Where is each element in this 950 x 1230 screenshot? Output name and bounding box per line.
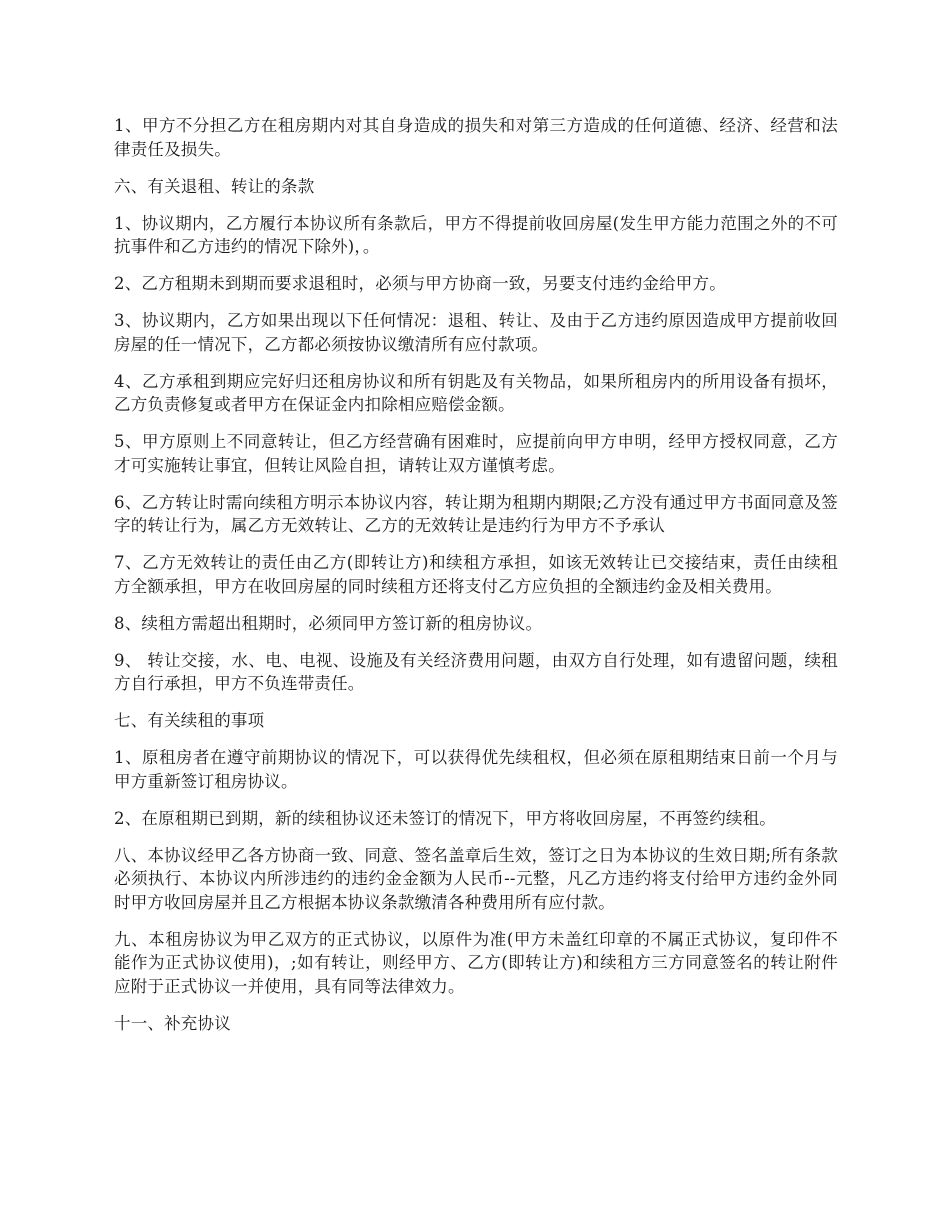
clause-6-4: 4、乙方承租到期应完好归还租房协议和所有钥匙及有关物品，如果所租房内的所用设备有损坏，乙方负责修复或者甲方在保证金内扣除相应赔偿金额。 xyxy=(114,371,838,414)
clause-6-3: 3、协议期内，乙方如果出现以下任何情况：退租、转让、及由于乙方违约原因造成甲方提前收回房屋的任一情况下，乙方都必须按协议缴清所有应付款项。 xyxy=(114,311,838,354)
section-9: 九、本租房协议为甲乙双方的正式协议，以原件为准(甲方未盖红印章的不属正式协议，复印件不能作为正式协议使用)，;如有转让，则经甲方、乙方(即转让方)和续租方三方同意签名的转让附件应附于正式协议一并使用，具有同等法律效力。 xyxy=(114,929,838,996)
document-body xyxy=(114,114,838,1049)
section-heading-7: 七、有关续租的事项 xyxy=(114,711,265,730)
section-heading-6: 六、有关退租、转让的条款 xyxy=(114,176,315,196)
clause-6-6: 6、乙方转让时需向续租方明示本协议内容，转让期为租期内期限;乙方没有通过甲方书面同意及签字的转让行为，属乙方无效转让、乙方的无效转让是违约行为甲方不予承认 xyxy=(114,492,838,535)
clause-6-7: 7、乙方无效转让的责任由乙方(即转让方)和续租方承担，如该无效转让已交接结束，责任由续租方全额承担，甲方在收回房屋的同时续租方还将支付乙方应负担的全额违约金及相关费用。 xyxy=(114,553,838,596)
section-heading-11: 十一、补充协议 xyxy=(114,1013,231,1033)
clause-6-5: 5、甲方原则上不同意转让，但乙方经营确有困难时，应提前向甲方申明，经甲方授权同意，乙方才可实施转让事宜，但转让风险自担，请转让双方谨慎考虑。 xyxy=(114,432,838,475)
clause-7-2: 2、在原租期已到期，新的续租协议还未签订的情况下，甲方将收回房屋，不再签约续租。 xyxy=(114,808,776,828)
clause-6-2: 2、乙方租期未到期而要求退租时，必须与甲方协商一致，另要支付违约金给甲方。 xyxy=(114,274,726,293)
clause-6-9: 9、 转让交接，水、电、电视、设施及有关经济费用问题，由双方自行处理，如有遗留问题，续租方自行承担，甲方不负连带责任。 xyxy=(114,650,838,693)
clause-7-1: 1、原租房者在遵守前期协议的情况下，可以获得优先续租权，但必须在原租期结束日前一个月与甲方重新签订租房协议。 xyxy=(114,748,838,791)
section-8: 八、本协议经甲乙各方协商一致、同意、签名盖章后生效，签订之日为本协议的生效日期;所有条款必须执行、本协议内所涉违约的违约金金额为人民币--元整，凡乙方违约将支付给甲方违约金外同时甲方收回房屋并且乙方根据本协议条款缴清各种费用所有应付款。 xyxy=(114,845,838,912)
clause-6-8: 8、续租方需超出租期时，必须同甲方签订新的租房协议。 xyxy=(114,613,543,633)
clause-6-1: 1、协议期内，乙方履行本协议所有条款后，甲方不得提前收回房屋(发生甲方能力范围之外的不可抗事件和乙方违约的情况下除外)，。 xyxy=(114,213,838,256)
clause-1-liability: 1、甲方不分担乙方在租房期内对其自身造成的损失和对第三方造成的任何道德、经济、经营和法律责任及损失。 xyxy=(114,116,838,159)
